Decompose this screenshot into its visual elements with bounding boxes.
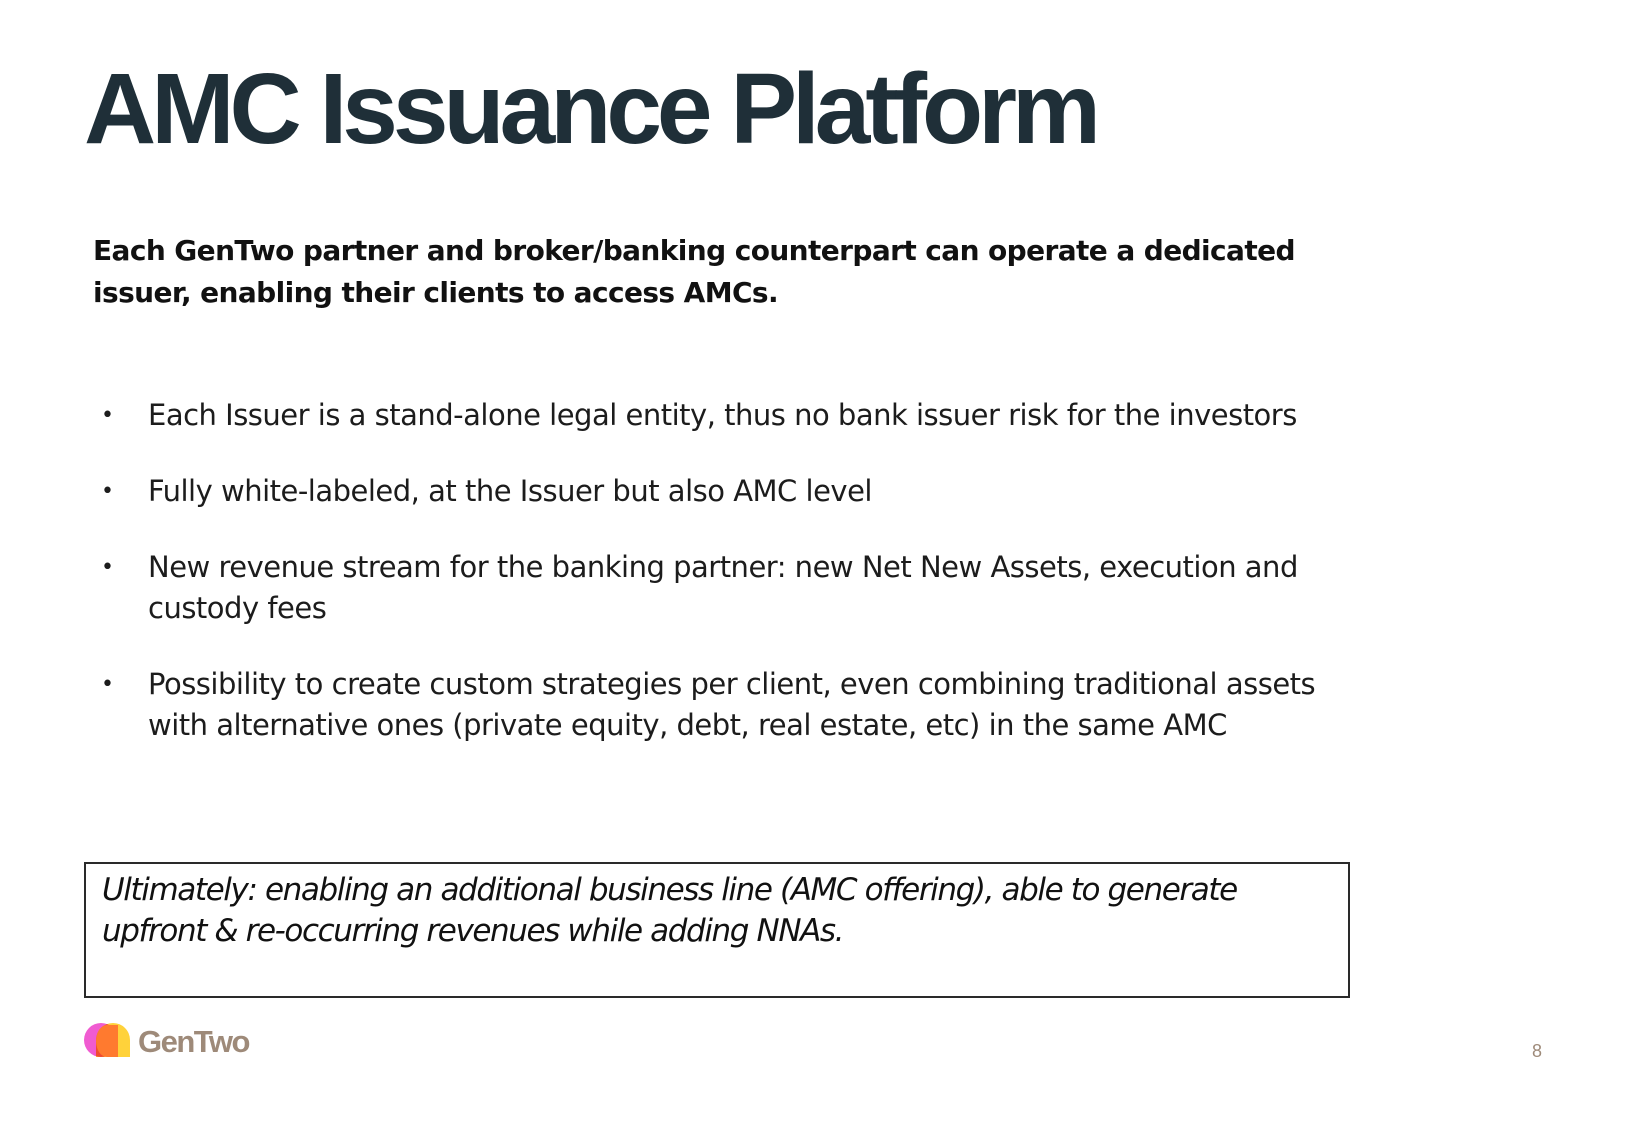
bullet-icon: • — [101, 555, 114, 580]
bullet-text: Each Issuer is a stand-alone legal entity, thus no bank issuer risk for the investors — [148, 398, 1297, 432]
callout-text: Ultimately: enabling an additional business line (AMC offering), able to generate upfront & re-occurring revenues while adding NNAs. — [102, 872, 1237, 949]
bullet-icon: • — [101, 672, 114, 697]
gentwo-logo-mark-icon — [84, 1023, 132, 1061]
bullet-item — [93, 664, 1353, 746]
bullet-icon: • — [101, 479, 114, 504]
bullet-item — [93, 547, 1353, 629]
slide-title: AMC Issuance Platform — [84, 53, 1096, 165]
bullet-text: Fully white-labeled, at the Issuer but also AMC level — [148, 474, 872, 508]
page-number: 8 — [1532, 1041, 1543, 1061]
intro-statement: Each GenTwo partner and broker/banking counterpart can operate a dedicated issuer, enabling their clients to access AMCs. — [93, 234, 1295, 309]
logo-wordmark: GenTwo — [138, 1024, 249, 1059]
bullet-item — [93, 471, 1353, 512]
bullet-item — [93, 395, 1353, 436]
bullet-text: Possibility to create custom strategies per client, even combining traditional assets with alternative ones (private equity, debt, real estate, etc) in the same AMC — [148, 667, 1316, 742]
gentwo-logo — [84, 1022, 249, 1062]
bullet-icon: • — [101, 403, 114, 428]
bullet-list — [93, 395, 1353, 781]
conclusion-callout-box — [84, 862, 1350, 998]
bullet-text: New revenue stream for the banking partner: new Net New Assets, execution and custody fees — [148, 550, 1298, 625]
